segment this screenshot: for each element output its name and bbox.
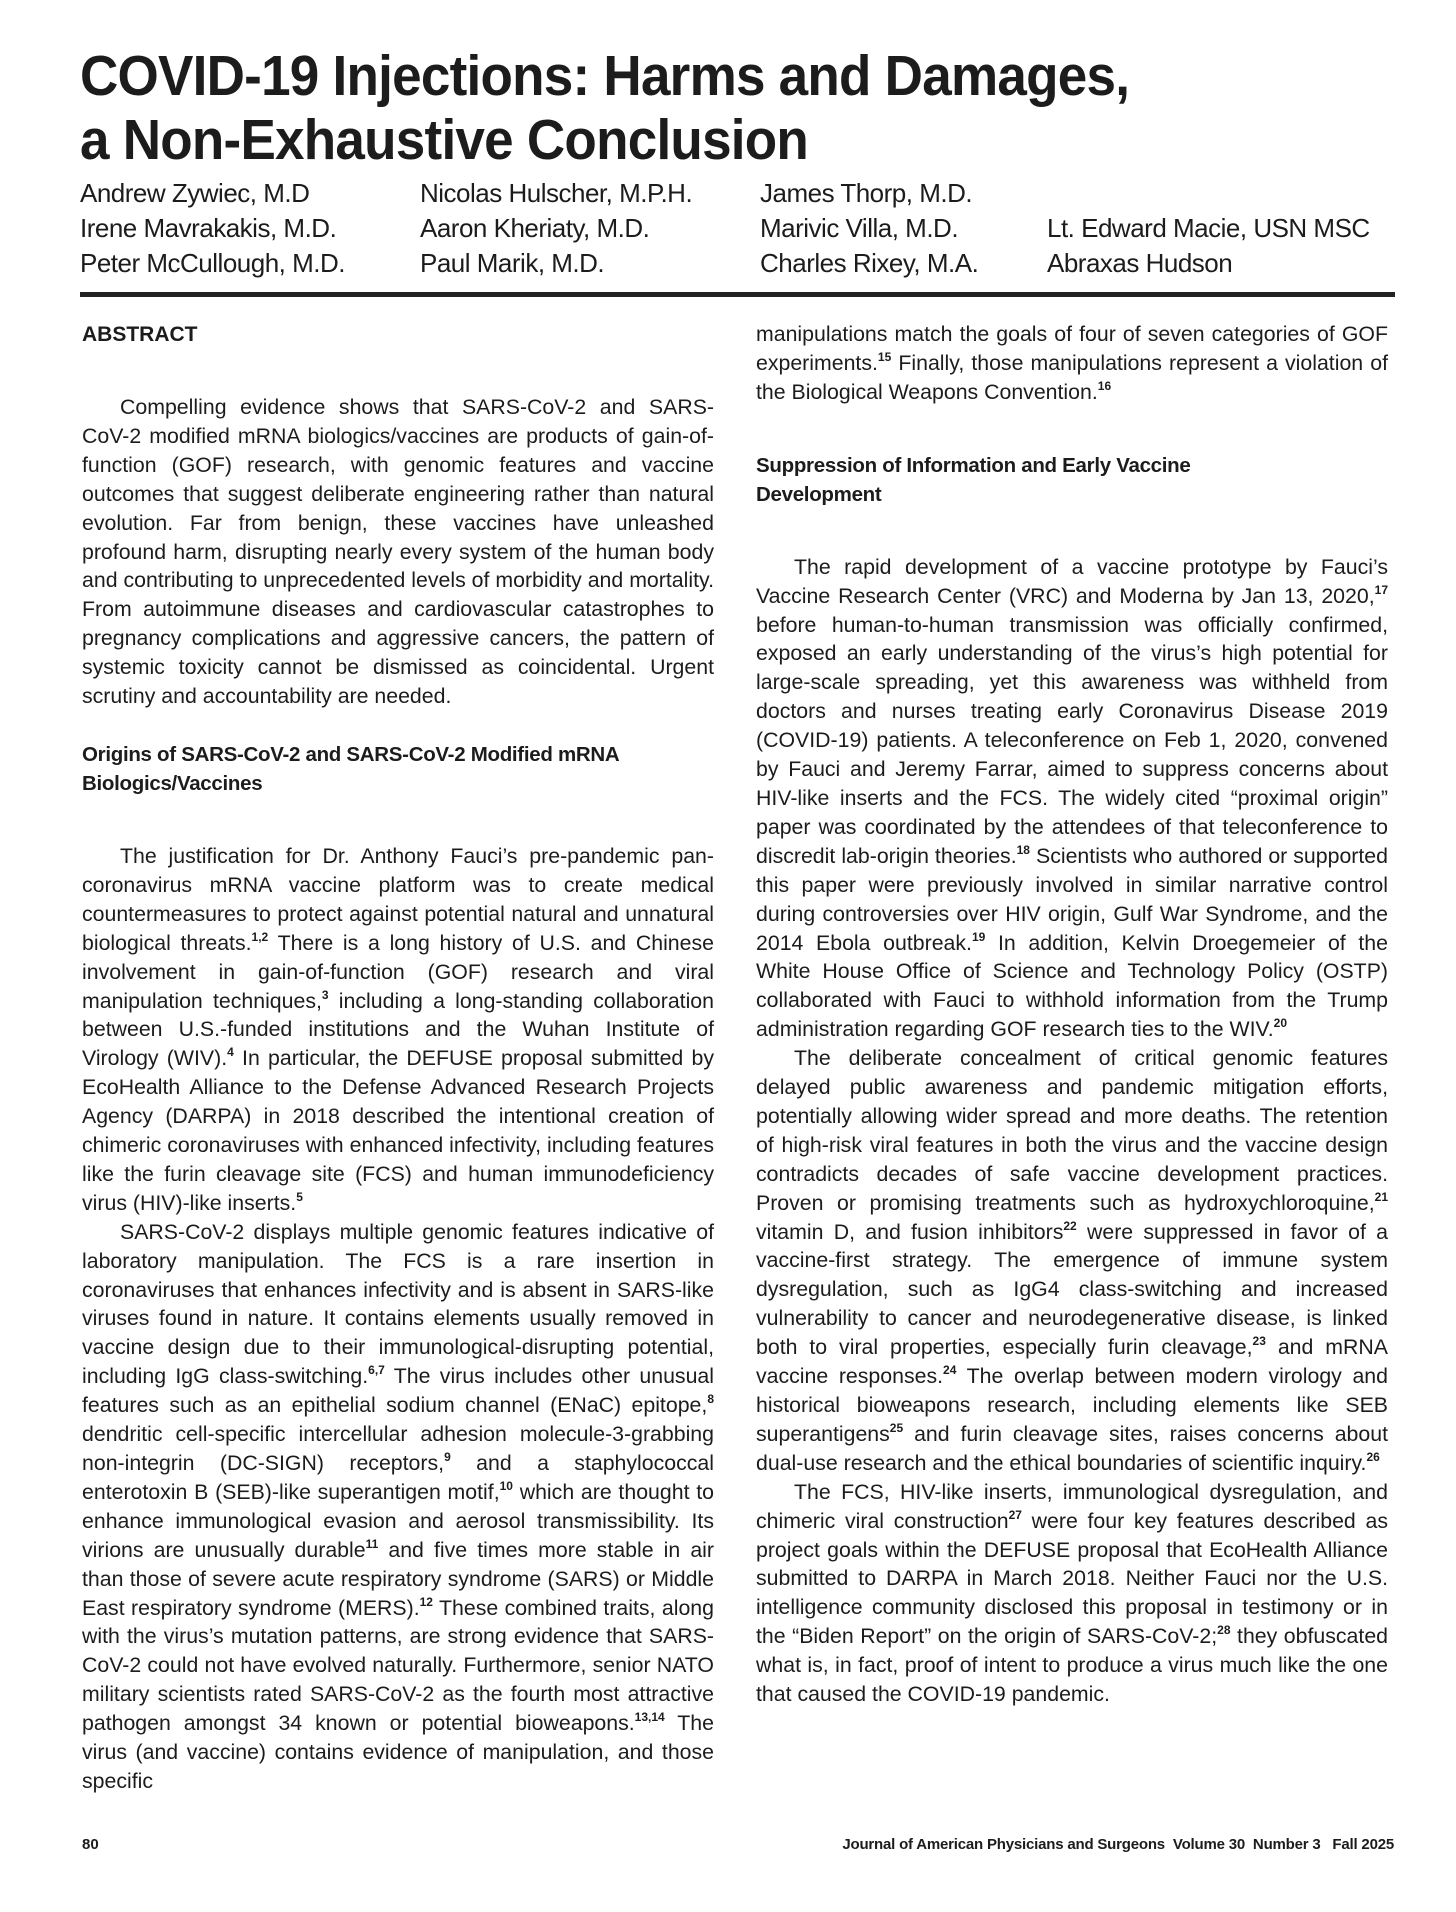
citation[interactable]: 26 (1366, 1449, 1380, 1464)
abstract-paragraph: Compelling evidence shows that SARS-CoV-2 and SARS-CoV-2 modified mRNA biologics/vaccines are products of gain-of-function (GOF) research, with genomic features and vaccine outcomes that suggest deliberate engineering rather than natural evolution. Far from benign, these vaccines have unleashed profound harm, disrupting nearly every system of the human body and contributing to unprecedented levels of morbidity and mortality. From autoimmune diseases and cardiovascular catastrophes to pregnancy complications and aggressive cancers, the pattern of systemic toxicity cannot be dismissed as coincidental. Urgent scrutiny and accountability are needed. (82, 395, 714, 709)
author-name: Andrew Zywiec, M.D (80, 178, 310, 208)
citation[interactable]: 9 (444, 1450, 451, 1464)
author-column-3 (760, 176, 978, 281)
citation[interactable]: 6,7 (368, 1363, 385, 1378)
body-paragraph: The FCS, HIV-like inserts, immunological dysregulation, and chimeric viral construction$^{27}$ were four key features described as project goals within the DEFUSE proposal that EcoHealth Alliance submitted to DARPA in March 2018. Neither Fauci nor the U.S. intelligence community disclosed this proposal in testimony or in the “Biden Report” on the origin of SARS-CoV-2;$^{28}$ they obfuscated what is, in fact, proof of intent to produce a virus much like the one that caused the COVID-19 pandemic. (756, 1479, 1389, 1707)
citation[interactable]: 1,2 (251, 929, 269, 944)
citation[interactable]: 3 (321, 987, 329, 1002)
author-name: Paul Marik, M.D. (420, 248, 605, 278)
author-column-2 (420, 176, 692, 281)
section-heading-suppression: Suppression of Information and Early Vaccine Development (756, 453, 1191, 506)
author-list (80, 176, 1400, 288)
author-name: Nicolas Hulscher, M.P.H. (420, 178, 693, 208)
citation[interactable]: 4 (227, 1045, 234, 1060)
citation[interactable]: 13,14 (634, 1710, 665, 1725)
title-line-1: COVID-19 Injections: Harms and Damages, (80, 44, 1130, 108)
author-name: Aaron Kheriaty, M.D. (420, 213, 650, 243)
citation[interactable]: 20 (1273, 1016, 1288, 1031)
citation[interactable]: 12 (419, 1594, 433, 1609)
citation[interactable]: 15 (877, 349, 892, 364)
title-line-2: a Non-Exhaustive Conclusion (80, 108, 809, 172)
author-name: James Thorp, M.D. (760, 178, 973, 208)
citation[interactable]: 23 (1252, 1334, 1266, 1349)
page-number: 80 (82, 1836, 99, 1853)
citation[interactable]: 5 (296, 1189, 303, 1204)
author-name: Marivic Villa, M.D. (760, 213, 959, 243)
body-paragraph: SARS-CoV-2 displays multiple genomic features indicative of laboratory manipulation. The FCS is a rare insertion in coronaviruses that enhances infectivity and is absent in SARS-like viruses found in nature. It contains elements usually removed in vaccine design due to their immunological-disrupting potential, including IgG class-switching.$^{6,7}$ The virus includes other unusual features such as an epithelial sodium channel (ENaC) epitope,$^8$ dendritic cell-specific intercellular adhesion molecule-3-grabbing non-integrin (DC-SIGN) receptors,$^9$ and a staphylococcal enterotoxin B (SEB)-like superantigen motif,$^{10}$ which are thought to enhance immunological evasion and aerosol transmissibility. Its virions are unusually durable$^{11}$ and five times more stable in air than those of severe acute respiratory syndrome (SARS) or Middle East respiratory syndrome (MERS).$^{12}$ These combined traits, along with the virus’s mutation patterns, are strong evidence that SARS-CoV-2 could not have evolved naturally. Furthermore, senior NATO military scientists rated SARS-CoV-2 as the fourth most attractive pathogen amongst 34 known or potential bioweapons.$^{13,14}$ The virus (and vaccine) contains evidence of manipulation, and those specific (82, 1219, 714, 1793)
author-name: Peter McCullough, M.D. (80, 248, 345, 278)
author-name: Irene Mavrakakis, M.D. (80, 213, 337, 243)
author-column-4 (1047, 211, 1370, 281)
right-column (756, 320, 1388, 1709)
citation[interactable]: 28 (1217, 1623, 1231, 1638)
article-title (80, 44, 1308, 172)
citation[interactable]: 18 (1016, 842, 1030, 857)
citation[interactable]: 11 (365, 1536, 379, 1551)
journal-citation: Journal of American Physicians and Surgeons Volume 30 Number 3 Fall 2025 (842, 1836, 1394, 1853)
citation[interactable]: 10 (499, 1478, 513, 1493)
citation[interactable]: 27 (1008, 1507, 1022, 1522)
citation[interactable]: 8 (707, 1392, 714, 1407)
citation[interactable]: 17 (1374, 582, 1388, 597)
abstract-heading: ABSTRACT (82, 323, 198, 346)
citation[interactable]: 25 (889, 1420, 904, 1435)
author-name: Lt. Edward Macie, USN MSC (1047, 213, 1370, 243)
citation[interactable]: 22 (1063, 1218, 1077, 1233)
body-paragraph: The justification for Dr. Anthony Fauci’s pre-pandemic pan-coronavirus mRNA vaccine platform was to create medical countermeasures to protect against potential natural and unnatural biological threats.$^{1,2}$ There is a long history of U.S. and Chinese involvement in gain-of-function (GOF) research and viral manipulation techniques,$^3$ including a long-standing collaboration between U.S.-funded institutions and the Wuhan Institute of Virology (WIV).$^4$ In particular, the DEFUSE proposal submitted by EcoHealth Alliance to the Defense Advanced Research Projects Agency (DARPA) in 2018 described the intentional creation of chimeric coronaviruses with enhanced infectivity, including features like the furin cleavage site (FCS) and human immunodeficiency virus (HIV)-like inserts.$^5$ (82, 843, 714, 1215)
header-divider (80, 292, 1395, 297)
citation[interactable]: 21 (1374, 1189, 1388, 1204)
section-heading-origins: Origins of SARS-CoV-2 and SARS-CoV-2 Modified mRNA Biologics/Vaccines (82, 742, 620, 795)
author-column-1 (80, 176, 345, 281)
body-paragraph: The deliberate concealment of critical genomic features delayed public awareness and pandemic mitigation efforts, potentially allowing wider spread and more deaths. The retention of high-risk viral features in both the virus and the vaccine design contradicts decades of safe vaccine development practices. Proven or promising treatments such as hydroxychloroquine,$^{21}$ vitamin D, and fusion inhibitors$^{22}$ were suppressed in favor of a vaccine-first strategy. The emergence of immune system dysregulation, such as IgG4 class-switching and increased vulnerability to cancer and neurodegenerative disease, is linked both to viral properties, especially furin cleavage,$^{23}$ and mRNA vaccine responses.$^{24}$ The overlap between modern virology and historical bioweapons research, including elements like SEB superantigens$^{25}$ and furin cleavage sites, raises concerns about dual-use research and the ethical boundaries of scientific inquiry.$^{26}$ (756, 1046, 1389, 1475)
author-name: Abraxas Hudson (1047, 248, 1233, 278)
left-column (82, 320, 714, 1796)
citation[interactable]: 19 (971, 929, 986, 944)
body-paragraph-continued: manipulations match the goals of four of seven categories of GOF experiments.$^{15}$ Finally, those manipulations represent a violation of the Biological Weapons Convention.$^{16}$ (756, 322, 1388, 404)
citation[interactable]: 16 (1097, 378, 1112, 393)
citation[interactable]: 24 (943, 1363, 957, 1378)
author-name: Charles Rixey, M.A. (760, 248, 979, 278)
body-paragraph: The rapid development of a vaccine prototype by Fauci’s Vaccine Research Center (VRC) and Moderna by Jan 13, 2020,17 before human-to-human transmission was officially confirmed, exposed an early understanding of the virus’s high potential for large-scale spreading, yet this awareness was withheld from doctors and nurses treating early Coronavirus Disease 2019 (COVID-19) patients. A teleconference on Feb 1, 2020, convened by Fauci and Jeremy Farrar, aimed to suppress concerns about HIV-like inserts and the FCS. The widely cited “proximal origin” paper was coordinated by the attendees of that teleconference to discredit lab-origin theories.$^{18}$ Scientists who authored or supported this paper were previously involved in similar narrative control during controversies over HIV origin, Gulf War Syndrome, and the 2014 Ebola outbreak.$^{19}$ In addition, Kelvin Droegemeier of the White House Office of Science and Technology Policy (OSTP) collaborated with Fauci to withhold information from the Trump administration regarding GOF research ties to the WIV.$^{20}$ (756, 554, 1388, 1042)
